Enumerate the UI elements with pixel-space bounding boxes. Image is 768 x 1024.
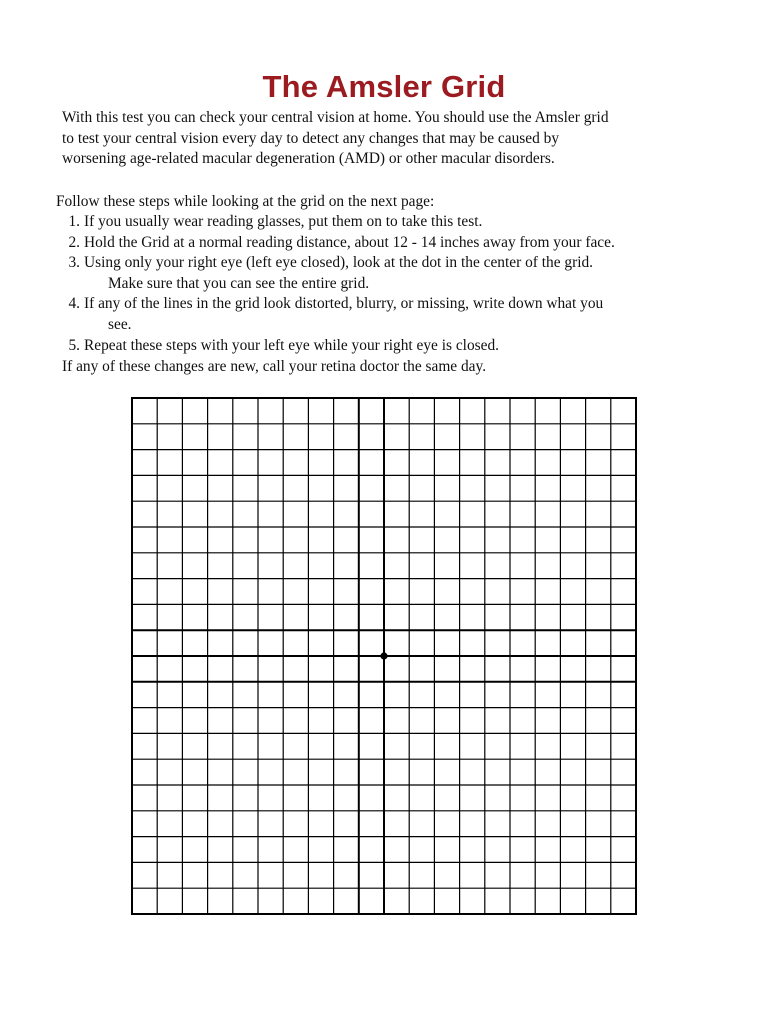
closing-note: If any of these changes are new, call your retina doctor the same day. [62,358,487,375]
step-item [56,253,746,294]
step-text [84,294,746,335]
step-line: Using only your right eye (left eye closed), look at the dot in the center of the grid. [84,254,594,272]
step-line: Repeat these steps with your left eye while your right eye is closed. [84,336,500,354]
amsler-grid-svg [128,394,642,920]
step-line: Hold the Grid at a normal reading distance, about 12 - 14 inches away from your face. [84,233,615,251]
intro-line: worsening age-related macular degeneration (AMD) or other macular disorders. [62,150,555,168]
step-item [56,336,746,357]
step-number: 4. [68,295,80,313]
step-continuation: Make sure that you can see the entire grid. [108,274,370,292]
step-continuation: see. [108,315,132,333]
page-title: The Amsler Grid [262,68,506,104]
step-line: If any of the lines in the grid look distorted, blurry, or missing, write down what you [84,295,604,313]
intro-line: With this test you can check your central vision at home. You should use the Amsler grid [62,109,609,126]
center-dot [380,652,387,659]
intro-line: to test your central vision every day to detect any changes that may be caused by [62,129,560,147]
step-number: 2. [68,233,80,251]
steps-lead: Follow these steps while looking at the grid on the next page: [56,193,435,210]
step-text [84,233,746,254]
step-text [84,336,746,357]
step-text [84,253,746,294]
step-number: 3. [68,254,80,272]
step-number: 1. [68,213,80,230]
step-item [56,294,746,335]
steps-list [56,212,746,356]
step-text [84,212,746,233]
step-item [56,233,746,254]
step-item [56,212,746,233]
step-number: 5. [68,336,80,354]
amsler-grid [128,394,642,920]
intro-paragraph [62,108,722,170]
step-line: If you usually wear reading glasses, put them on to take this test. [84,213,483,230]
